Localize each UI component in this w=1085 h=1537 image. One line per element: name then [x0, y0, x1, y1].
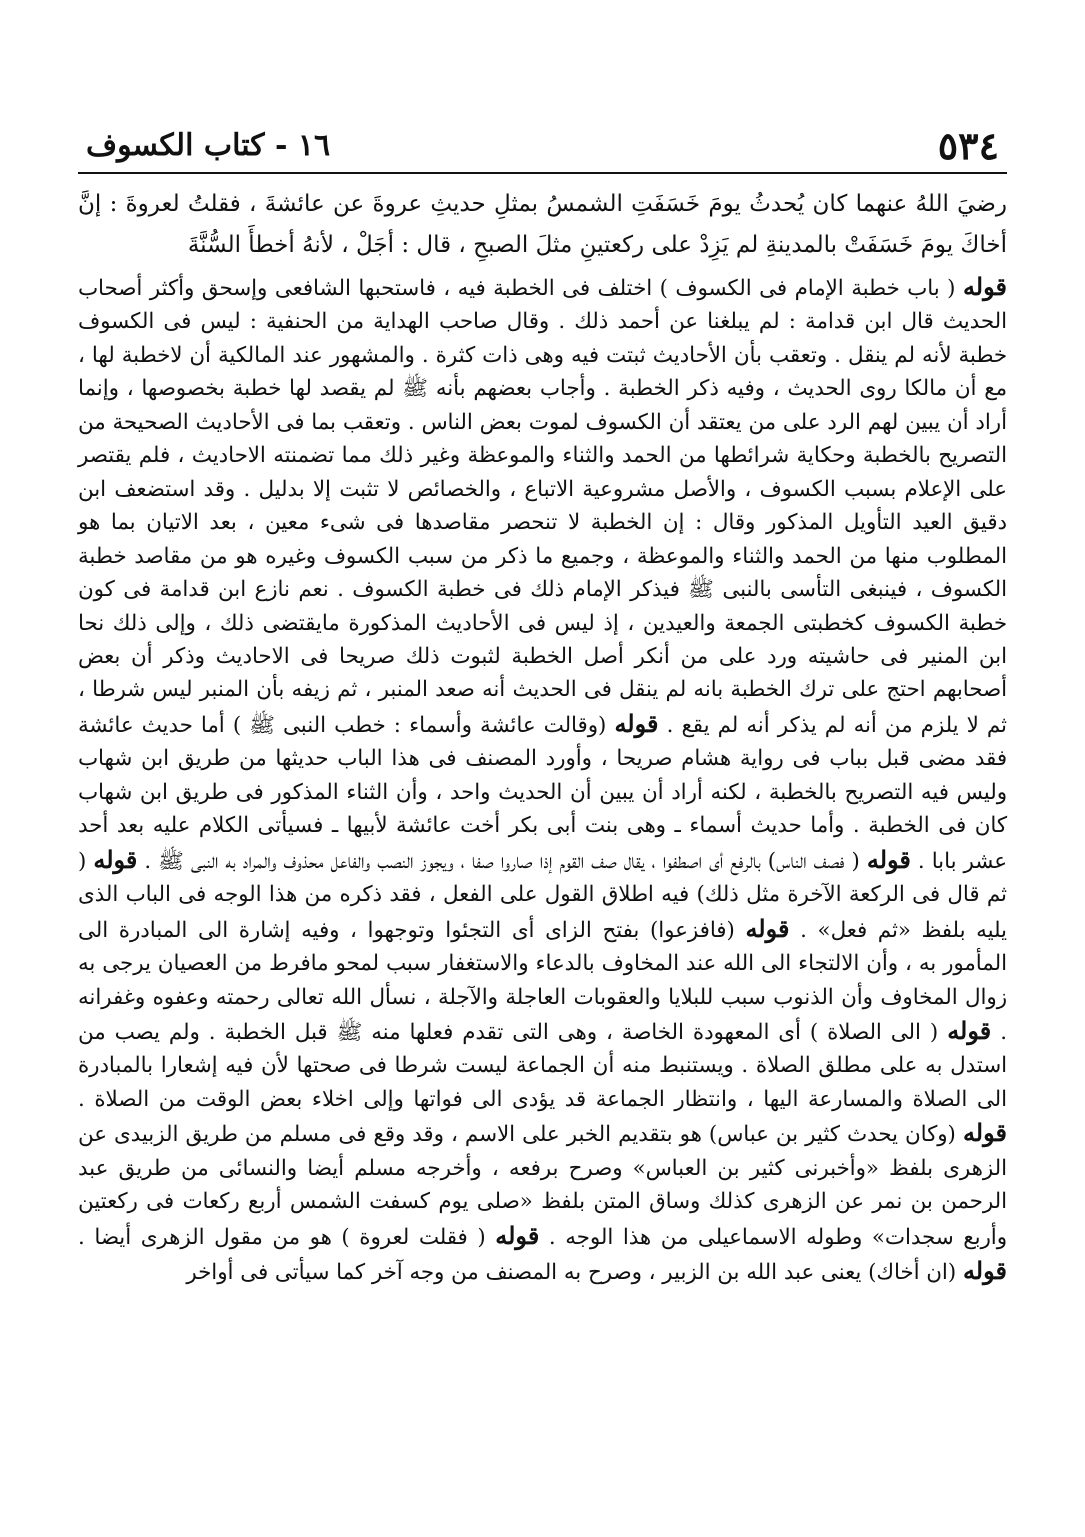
qawluh-marker: قوله [745, 913, 790, 943]
qawluh-marker: قوله [962, 272, 1007, 301]
qawluh-marker: قوله [93, 844, 138, 874]
commentary-segment: ( فقلت لعروة ) هو من مقول الزهرى أيضا . [78, 1224, 486, 1250]
qawluh-marker: قوله [962, 1118, 1007, 1148]
qawluh-marker: قوله [614, 708, 659, 738]
commentary-segment: (فافزعوا) بفتح الزاى أى التجئوا وتوجهوا ، وفيه إشارة الى المبادرة الى المأمور به ، وأن الالتجاء الى الله عند المخاوف بالدعاء والاستغفار سبب لمحو مافرط من العصيان يرجى به زوال المخاوف وأن الذنوب سبب للبلايا والعقوبات العاجلة والآجلة ، نسأل الله تعالى رحمته وعفوه وغفرانه . [78, 917, 1007, 1045]
qawluh-marker: قوله [495, 1220, 540, 1250]
hadith-line: خَسَفَتْ بالمدينةِ لم يَزِدْ على ركعتينِ مثلَ الصبحِ ، قال : أجَلْ ، لأنهُ أخطأَ السُّنَّةَ [187, 232, 914, 258]
qawluh-marker: قوله [866, 844, 911, 874]
commentary-segment: ( فصف الناس) بالرفع أى اصطفوا ، يقال صف القوم إذا صاروا صفا ، ويجوز النصب والفاعل محذوف والمراد به النبى ﷺ . [144, 848, 860, 874]
page-header [78, 123, 1007, 168]
chapter-title: ١٦ - كتاب الكسوف [86, 128, 331, 163]
qawluh-marker: قوله [947, 1015, 992, 1045]
qawluh-marker: قوله [962, 1256, 1007, 1286]
header-divider [78, 172, 1007, 174]
commentary-segment: (ان أخاك) يعنى عبد الله بن الزبير ، وصرح به المصنف من وجه آخر كما سيأتى فى أواخر [186, 1260, 957, 1286]
hadith-line: رضيَ اللهُ عنهما كان يُحدثُ يومَ خَسَفَتِ الشمسُ بمثلِ حديثِ عروةَ عن عائشةَ ، فقلتُ لعروةَ : إنَّ أخاكَ يومَ [78, 191, 1007, 258]
commentary-segment: (وقالت عائشة وأسماء : خطب النبى ﷺ ) أما حديث عائشة فقد مضى قبل بباب فى رواية هشام صريحا ، وأورد المصنف فى هذا الباب حديثها من طريق ابن شهاب وليس فيه التصريح بالخطبة ، لكنه أراد أن يبين أن الحديث واحد ، وأن الثناء المذكور فى طريق ابن شهاب كان فى الخطبة . وأما حديث أسماء ـ وهى بنت أبى بكر أخت عائشة لأبيها ـ فسيأتى الكلام عليه بعد أحد عشر بابا . [78, 712, 1007, 874]
commentary-text [78, 270, 1007, 1290]
page-number: ٥٣٤ [937, 123, 999, 168]
commentary-segment: (وكان يحدث كثير بن عباس) هو بتقديم الخبر على الاسم ، وقد وقع فى مسلم من طريق الزبيدى عن الزهرى بلفظ «وأخبرنى كثير بن العباس» وصرح برفعه ، وأخرجه مسلم أيضا والنسائى من طريق عبد الرحمن بن نمر عن الزهرى كذلك وساق المتن بلفظ «صلى يوم كسفت الشمس أربع ركعات فى ركعتين وأربع سجدات» وطوله الاسماعيلى من هذا الوجه . [78, 1122, 1007, 1250]
commentary-segment: ( باب خطبة الإمام فى الكسوف ) اختلف فى الخطبة فيه ، فاستحبها الشافعى وإسحق وأكثر أصحاب الحديث قال ابن قدامة : لم يبلغنا عن أحمد ذلك . وقال صاحب الهداية من الحنفية : ليس فى الكسوف خطبة لأنه لم ينقل . وتعقب بأن الأحاديث ثبتت فيه وهى ذات كثرة . والمشهور عند المالكية أن لاخطبة لها ، مع أن مالكا روى الحديث ، وفيه ذكر الخطبة . وأجاب بعضهم بأنه ﷺ لم يقصد لها خطبة بخصوصها ، وإنما أراد أن يبين لهم الرد على من يعتقد أن الكسوف لموت بعض الناس . وتعقب بما فى الأحاديث الصحيحة من التصريح بالخطبة وحكاية شرائطها من الحمد والثناء والموعظة وغير ذلك مما تضمنته الاحاديث ، فلم يقتصر على الإعلام بسبب الكسوف ، والأصل مشروعية الاتباع ، والخصائص لا تثبت إلا بدليل . وقد استضعف ابن دقيق العيد التأويل المذكور وقال : إن الخطبة لا تنحصر مقاصدها فى شىء معين ، بعد الاتيان بما هو المطلوب منها من الحمد والثناء والموعظة ، وجميع ما ذكر من سبب الكسوف وغيره هو من مقاصد خطبة الكسوف ، فينبغى التأسى بالنبى ﷺ فيذكر الإمام ذلك فى خطبة الكسوف . نعم نازع ابن قدامة فى كون خطبة الكسوف كخطبتى الجمعة والعيدين ، إذ ليس فى الأحاديث المذكورة مايقتضى ذلك ، وإلى ذلك نحا ابن المنير فى حاشيته ورد على من أنكر أصل الخطبة لثبوت ذلك صريحا فى الاحاديث وذكر أن بعض أصحابهم احتج على ترك الخطبة بانه لم ينقل فى الحديث أنه صعد المنبر ، ثم زيفه بأن المنبر ليس شرطا ، ثم لا يلزم من أنه لم يذكر أنه لم يقع . [78, 276, 1007, 738]
hadith-text [78, 184, 1007, 266]
commentary-segment: ( ثم قال فى الركعة الآخرة مثل ذلك) فيه اطلاق القول على الفعل ، فقد ذكره من هذا الوجه فى الباب الذى يليه بلفظ «ثم فعل» . [78, 848, 1007, 943]
commentary-segment: ( الى الصلاة ) أى المعهودة الخاصة ، وهى التى تقدم فعلها منه ﷺ قبل الخطبة . ولم يصب من استدل به على مطلق الصلاة . ويستنبط منه أن الجماعة ليست شرطا فى صحتها لأن فيه إشعارا بالمبادرة الى الصلاة والمسارعة اليها ، وانتظار الجماعة قد يؤدى الى فواتها وإلى اخلاء بعض الوقت من الصلاة . [78, 1019, 1007, 1112]
